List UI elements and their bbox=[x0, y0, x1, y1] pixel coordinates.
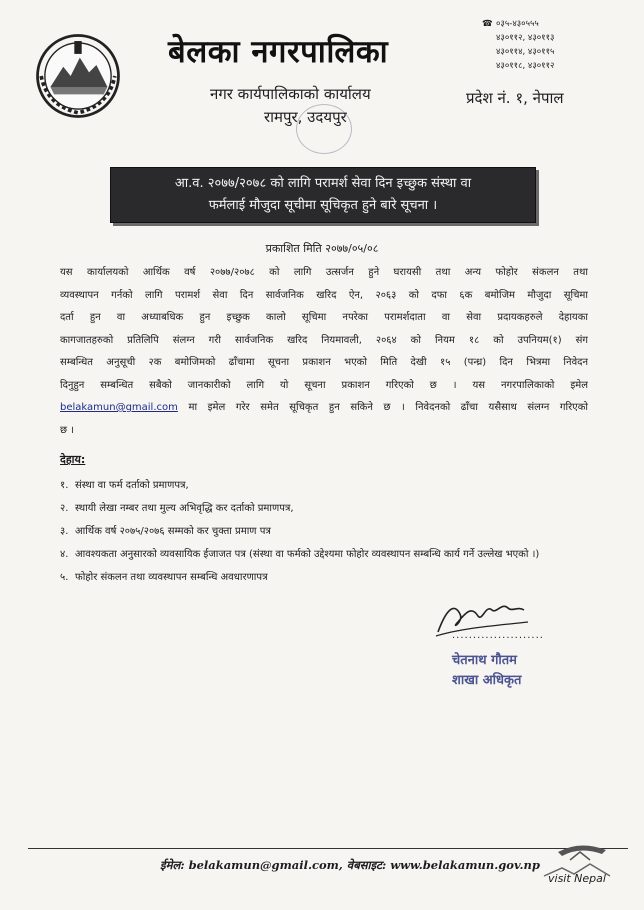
phone-icon: ☎ bbox=[482, 19, 493, 29]
phone-numbers bbox=[482, 17, 554, 73]
signatory-name: चेतनाथ गौतम bbox=[452, 653, 517, 668]
notice-title-line: फर्मलाई मौजुदा सूचीमा सूचिकृत हुने बारे सूचना । bbox=[208, 198, 438, 213]
body-line: कागजातहरुको प्रतिलिपि संलग्न गरी सार्वजनिक खरिद नियमावली, २०६४ को नियम १८ को उपनियम(१) संग bbox=[60, 334, 588, 346]
body-line: व्यवस्थापन गर्नको लागि परामर्श सेवा दिन सार्वजनिक खरिद ऐन, २०६३ को दफा ६क बमोजिम मौजुदा सूचिमा bbox=[60, 289, 588, 301]
requirements-heading: देहाय: bbox=[60, 453, 86, 466]
list-item bbox=[60, 497, 590, 520]
body-line-email bbox=[60, 397, 588, 420]
body-line: यस कार्यालयको आर्थिक वर्ष २०७७/२०७८ को लागि उत्सर्जन हुने घरायसी तथा अन्य फोहोर संकलन तथा bbox=[60, 267, 588, 278]
visit-nepal-logo-text: visit Nepal bbox=[548, 872, 606, 885]
list-item-text: आर्थिक वर्ष २०७५/२०७६ सम्मको कर चुक्ता प्रमाण पत्र bbox=[75, 526, 271, 537]
phone-number: ४३०११४, ४३०११५ bbox=[496, 47, 555, 57]
office-address: रामपुर, उदयपुर bbox=[264, 108, 347, 126]
footer-contact: ईमेल: belakamun@gmail.com, वेबसाइट: www.belakamun.gov.np bbox=[160, 858, 540, 872]
list-item-text: आवश्यकता अनुसारको व्यवसायिक ईजाजत पत्र (संस्था वा फर्मको उद्देश्यमा फोहोर व्यवस्थापन सम्बन्धि कार्य गर्ने उल्लेख भएको ।) bbox=[75, 549, 540, 560]
list-item-text: फोहोर संकलन तथा व्यवस्थापन सम्बन्धि अवधारणापत्र bbox=[75, 572, 268, 583]
list-item bbox=[60, 474, 590, 497]
office-stamp-icon bbox=[296, 104, 352, 154]
phone-number: ४३०११२, ४३०११३ bbox=[496, 33, 555, 43]
province-label: प्रदेश नं. १, नेपाल bbox=[466, 89, 564, 107]
list-item-number: ५. bbox=[60, 572, 69, 583]
phone-number: ४३०११८, ४३०११२ bbox=[496, 61, 555, 71]
list-item bbox=[60, 566, 590, 589]
email-link[interactable]: belakamun@gmail.com bbox=[60, 402, 178, 413]
list-item-number: २. bbox=[60, 503, 69, 514]
body-line: छ । bbox=[60, 424, 74, 436]
body-line: दिनुहुन सम्बन्धित सबैको जानकारीको लागि यो सूचना प्रकाशन गरिएको छ । यस नगरपालिकाको इमेल bbox=[60, 379, 588, 391]
list-item-number: १. bbox=[60, 480, 69, 491]
signatory-title: शाखा अधिकृत bbox=[452, 673, 522, 688]
notice-title-banner bbox=[110, 167, 536, 223]
published-date: प्रकाशित मिति २०७७/०५/०८ bbox=[265, 242, 379, 255]
list-item bbox=[60, 543, 590, 566]
list-item-text: संस्था वा फर्म दर्ताको प्रमाणपत्र, bbox=[75, 480, 189, 491]
footer-divider bbox=[28, 848, 628, 849]
list-item-number: ३. bbox=[60, 526, 69, 537]
list-item-text: स्थायी लेखा नम्बर तथा मुल्य अभिवृद्धि कर दर्ताको प्रमाणपत्र, bbox=[75, 503, 294, 514]
office-subtitle: नगर कार्यपालिकाको कार्यालय bbox=[210, 85, 371, 103]
list-item bbox=[60, 520, 590, 543]
body-line: दर्ता हुन वा अध्याबधिक हुन इच्छुक कालो सूचिमा नपरेका परामर्शदाता वा सेवा प्रदायकहरुले देहायका bbox=[60, 312, 588, 323]
visit-nepal-logo-icon bbox=[540, 840, 622, 898]
list-item-number: ४. bbox=[60, 549, 69, 560]
signature-line: ...................... bbox=[452, 630, 544, 641]
body-line-text: मा इमेल गरेर समेत सूचिकृत हुन सकिने छ । निवेदनको ढाँचा यसैसाथ संलग्न गरिएको bbox=[177, 402, 588, 413]
nepal-emblem-icon bbox=[32, 30, 124, 122]
notice-body bbox=[60, 262, 588, 442]
notice-title-line: आ.व. २०७७/२०७८ को लागि परामर्श सेवा दिन इच्छुक संस्था वा bbox=[174, 176, 472, 191]
body-line: सम्बन्धित अनुसूची २क बमोजिमको ढाँचामा सूचना प्रकाशन भएको मिति देखी १५ (पन्ध्र) दिन भित्रमा निवेदन bbox=[60, 357, 588, 368]
office-name: बेलका नगरपालिका bbox=[168, 34, 389, 70]
requirements-list bbox=[60, 474, 590, 589]
phone-number: ०३५-४३०५५५ bbox=[496, 19, 539, 29]
